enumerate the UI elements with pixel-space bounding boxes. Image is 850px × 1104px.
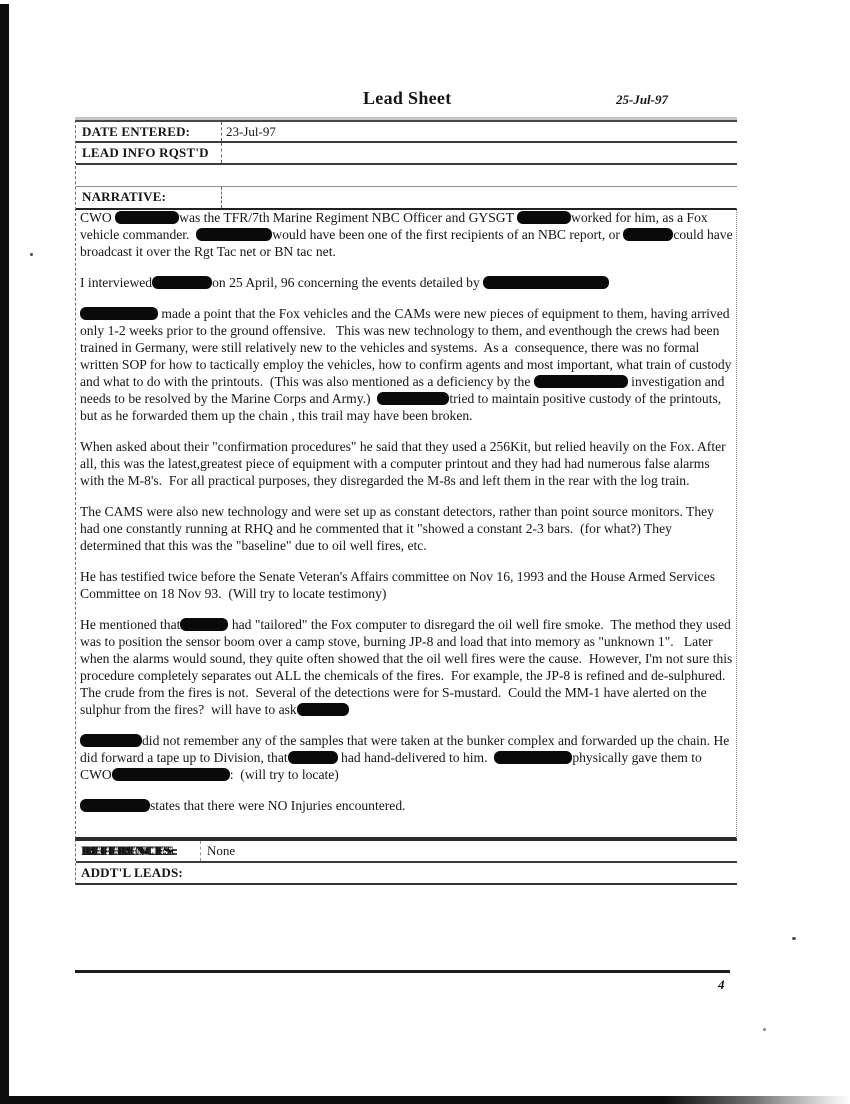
narrative-paragraph: did not remember any of the samples that were taken at the bunker complex and forwarded up the chain. He did forward a tape up to Division, that had hand-delivered to him. physically gave them to CWO : (will try to locate) [80,733,733,782]
scan-artifact-dot [30,253,33,256]
field-row-lead-info-rqstd [76,143,737,165]
scan-artifact-dot [763,1028,766,1031]
narrative-section [75,208,737,839]
scan-edge-bottom [0,1096,850,1104]
redaction-bar [80,799,150,812]
field-label-blank [76,165,222,186]
redaction-bar [623,228,673,241]
field-label-lead-info-rqstd: LEAD INFO RQST'D [76,143,222,163]
redaction-bar [112,768,230,781]
scan-artifact-dot [792,937,796,940]
narrative-paragraph: states that there were NO Injuries encountered. [76,797,736,814]
redaction-bar [152,276,212,289]
field-label-date-entered: DATE ENTERED: [76,122,222,141]
field-value-date-entered: 23-Jul-97 [226,124,276,139]
field-value-narrative [222,187,737,208]
lead-info-table [75,120,737,210]
field-label-references: REFERENCES: [76,841,201,861]
page-number: 4 [718,977,725,992]
narrative-paragraph: The CAMS were also new technology and were set up as constant detectors, rather than point source monitors. They had one constantly running at RHQ and he commented that it "showed a constant 2-3 bars. (for what?) They determined that this was the "baseline" due to oil well fires, etc. [80,504,718,553]
redaction-bar [288,751,338,764]
narrative-paragraph: He has testified twice before the Senate Veteran's Affairs committee on Nov 16, 1993 and the House Armed Services Committee on 18 Nov 93. (Will try to locate testimony) [80,569,719,601]
redaction-bar [517,211,571,224]
redaction-bar [80,307,158,320]
scan-edge-left [0,4,9,1104]
narrative-paragraph: He mentioned that had "tailored" the Fox computer to disregard the oil well fire smoke. The method they used was to position the sensor boom over a camp stove, burning JP-8 and load that into memory as "unknown 1". Later when the alarms would sound, they quite often showed that the oil well fires were the cause. However, I'm not sure this procedure completely separates out ALL the chemicals of the fires. For example, the JP-8 is refined and de-sulphured. The crude from the fires is not. Several of the detections were for S-mustard. Could the MM-1 have alerted on the sulphur from the fires? will have to ask [80,617,736,717]
redaction-bar [80,734,142,747]
narrative-paragraph: I interviewed on 25 April, 96 concerning the events detailed by [76,274,736,291]
redaction-bar [483,276,609,289]
field-row-blank [76,165,737,187]
field-value-lead-info-rqstd [222,143,737,163]
footer-table [75,839,737,885]
field-row-addtl-leads [76,863,737,885]
redaction-bar [494,751,572,764]
redaction-bar [297,703,349,716]
field-value-blank [222,165,737,186]
field-label-addtl-leads: ADDT'L LEADS: [81,865,183,880]
field-value-addtl-leads [201,863,737,883]
field-row-narrative [76,187,737,210]
footer-rule [75,970,730,973]
field-row-references [76,841,737,863]
document-date: 25-Jul-97 [616,92,668,107]
narrative-paragraph: CWO was the TFR/7th Marine Regiment NBC Officer and GYSGT worked for him, as a Fox vehicle commander. would have been one of the first recipients of an NBC report, or could have broadcast it over the Rgt Tac net or BN tac net. [80,210,737,259]
redaction-bar [115,211,179,224]
narrative-paragraph: made a point that the Fox vehicles and the CAMs were new pieces of equipment to them, having arrived only 1-2 weeks prior to the ground offensive. This was new technology to them, and eventhough the crews had been trained in Germany, were still relatively new to the vehicles and systems. As a consequence, there was no formal written SOP for how to tactically employ the vehicles, how to confirm agents and most important, what train of custody and what to do with the printouts. (This was also mentioned as a deficiency by the investigation and needs to be resolved by the Marine Corps and Army.) tried to maintain positive custody of the printouts, but as he forwarded them up the chain , this trail may have been broken. [80,306,735,423]
redaction-bar [196,228,272,241]
document-title: Lead Sheet [363,88,452,108]
field-value-references: None [207,843,236,858]
redaction-bar [180,618,228,631]
narrative-paragraph: When asked about their "confirmation procedures" he said that they used a 256Kit, but relied heavily on the Fox. After all, this was the latest,greatest piece of equipment with a computer printout and they had had numerous false alarms with the M-8's. For all practical purposes, they disregarded the M-8s and left them in the rear with the log train. [80,439,730,488]
redaction-bar [534,375,628,388]
field-label-narrative: NARRATIVE: [76,187,222,208]
field-row-date-entered [76,122,737,143]
redaction-bar [377,392,449,405]
